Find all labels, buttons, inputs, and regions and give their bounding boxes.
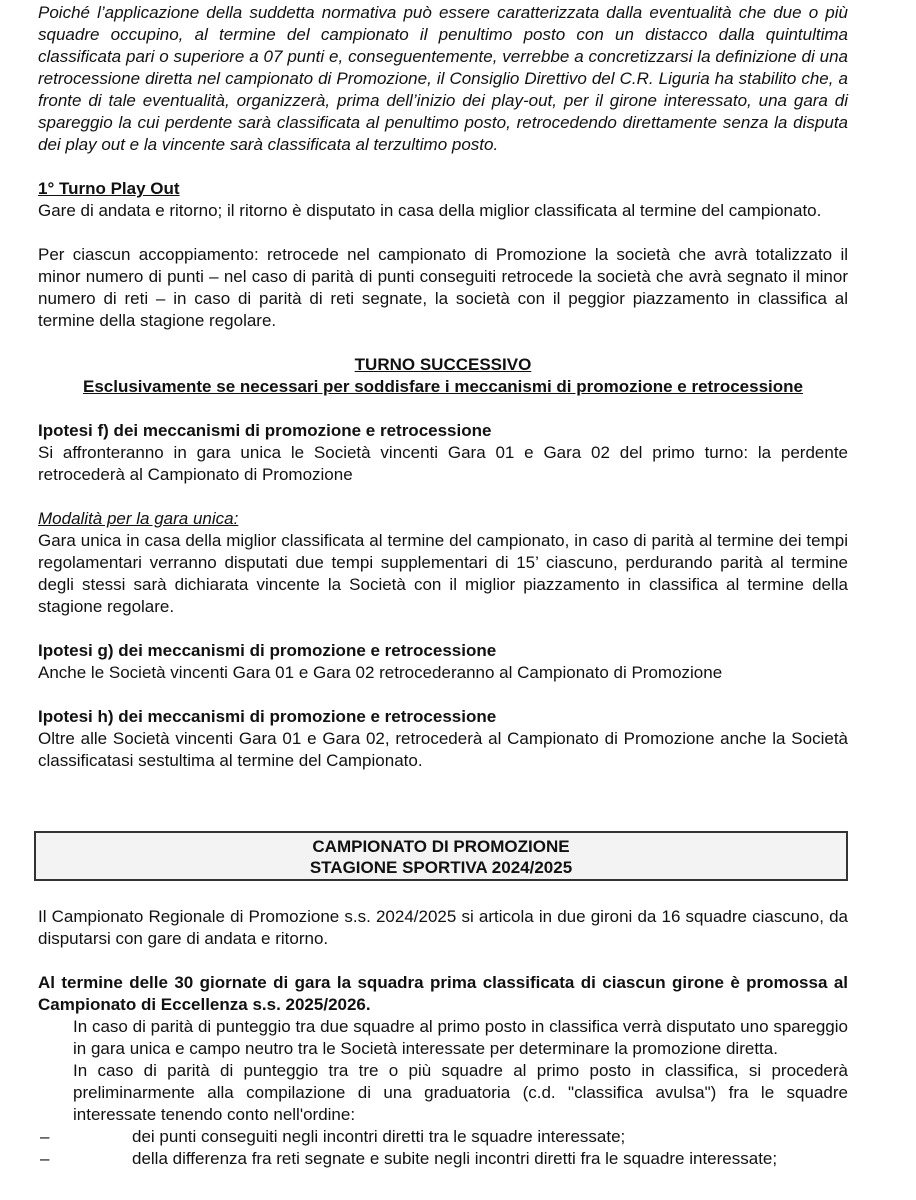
hypothesis-g-text: Anche le Società vincenti Gara 01 e Gara 02 retrocederanno al Campionato di Promozione	[38, 663, 723, 682]
next-round-subtitle: Esclusivamente se necessari per soddisfare i meccanismi di promozione e retrocessione	[83, 377, 803, 396]
first-round-text: Gare di andata e ritorno; il ritorno è disputato in casa della miglior classificata al termine del campionato.	[38, 201, 822, 220]
modality-text: Gara unica in casa della miglior classificata al termine del campionato, in caso di parità al termine dei tempi regolamentari verranno disputati due tempi supplementari di 15’ ciascuno, perdurando parità al termine degli stessi sarà dichiarata vincente la Società con il miglior piazzamento in classifica al termine della stagione regolare.	[38, 531, 848, 616]
section-title-box	[34, 831, 848, 881]
hypothesis-g-heading: Ipotesi g) dei meccanismi di promozione e retrocessione	[38, 641, 497, 660]
promozione-intro: Il Campionato Regionale di Promozione s.s. 2024/2025 si articola in due gironi da 16 squadre ciascuno, da disputarsi con gare di andata e ritorno.	[38, 907, 848, 948]
modality-heading: Modalità per la gara unica:	[38, 509, 239, 528]
tie-two-teams: In caso di parità di punteggio tra due squadre al primo posto in classifica verrà disputato uno spareggio in gara unica e campo neutro tra le Società interessate per determinare la promozione diretta.	[73, 1017, 848, 1058]
dash-bullet: –	[40, 1127, 50, 1146]
hypothesis-f-heading: Ipotesi f) dei meccanismi di promozione e retrocessione	[38, 421, 492, 440]
first-round-rules: Per ciascun accoppiamento: retrocede nel campionato di Promozione la società che avrà totalizzato il minor numero di punti – nel caso di parità di punti conseguiti retrocede la società che avrà segnato il minor numero di reti – in caso di parità di reti segnate, la società con il peggior piazzamento in classifica al termine della stagione regolare.	[38, 245, 848, 330]
criteria-item	[38, 1148, 848, 1170]
section-title-line2: STAGIONE SPORTIVA 2024/2025	[309, 858, 573, 877]
dash-bullet: –	[40, 1149, 50, 1168]
hypothesis-h-text: Oltre alle Società vincenti Gara 01 e Gara 02, retrocederà al Campionato di Promozione anche la Società classificatasi sestultima al termine del Campionato.	[38, 729, 848, 770]
next-round-title: TURNO SUCCESSIVO	[354, 355, 532, 374]
hypothesis-f-text: Si affronteranno in gara unica le Società vincenti Gara 01 e Gara 02 del primo turno: la perdente retrocederà al Campionato di Promozione	[38, 443, 848, 484]
promozione-section	[38, 906, 848, 1170]
section-title-line1: CAMPIONATO DI PROMOZIONE	[312, 837, 570, 856]
criteria-item	[38, 1126, 848, 1148]
document-page	[38, 2, 848, 1168]
tie-three-teams: In caso di parità di punteggio tra tre o più squadre al primo posto in classifica, si procederà preliminarmente alla compilazione di una graduatoria (c.d. "classifica avulsa") fra le squadre interessate tenendo conto nell'ordine:	[73, 1061, 848, 1124]
criteria-text: dei punti conseguiti negli incontri diretti tra le squadre interessate;	[132, 1127, 626, 1146]
first-round-heading: 1° Turno Play Out	[38, 179, 180, 198]
intro-paragraph: Poiché l’applicazione della suddetta normativa può essere caratterizzata dalla eventualità che due o più squadre occupino, al termine del campionato il penultimo posto con un distacco dalla quintultima classificata pari o superiore a 07 punti e, conseguentemente, verrebbe a concretizzarsi la definizione di una retrocessione diretta nel campionato di Promozione, il Consiglio Direttivo del C.R. Liguria ha stabilito che, a fronte di tale eventualità, organizzerà, prima dell’inizio dei play-out, per il girone interessato, una gara di spareggio la cui perdente sarà classificata al penultimo posto, retrocedendo direttamente senza la disputa dei play out e la vincente sarà classificata al terzultimo posto.	[38, 3, 848, 154]
promozione-bold-statement: Al termine delle 30 giornate di gara la squadra prima classificata di ciascun girone è promossa al Campionato di Eccellenza s.s. 2025/2026.	[38, 973, 848, 1014]
criteria-text: della differenza fra reti segnate e subite negli incontri diretti fra le squadre interessate;	[132, 1149, 778, 1168]
hypothesis-h-heading: Ipotesi h) dei meccanismi di promozione e retrocessione	[38, 707, 497, 726]
